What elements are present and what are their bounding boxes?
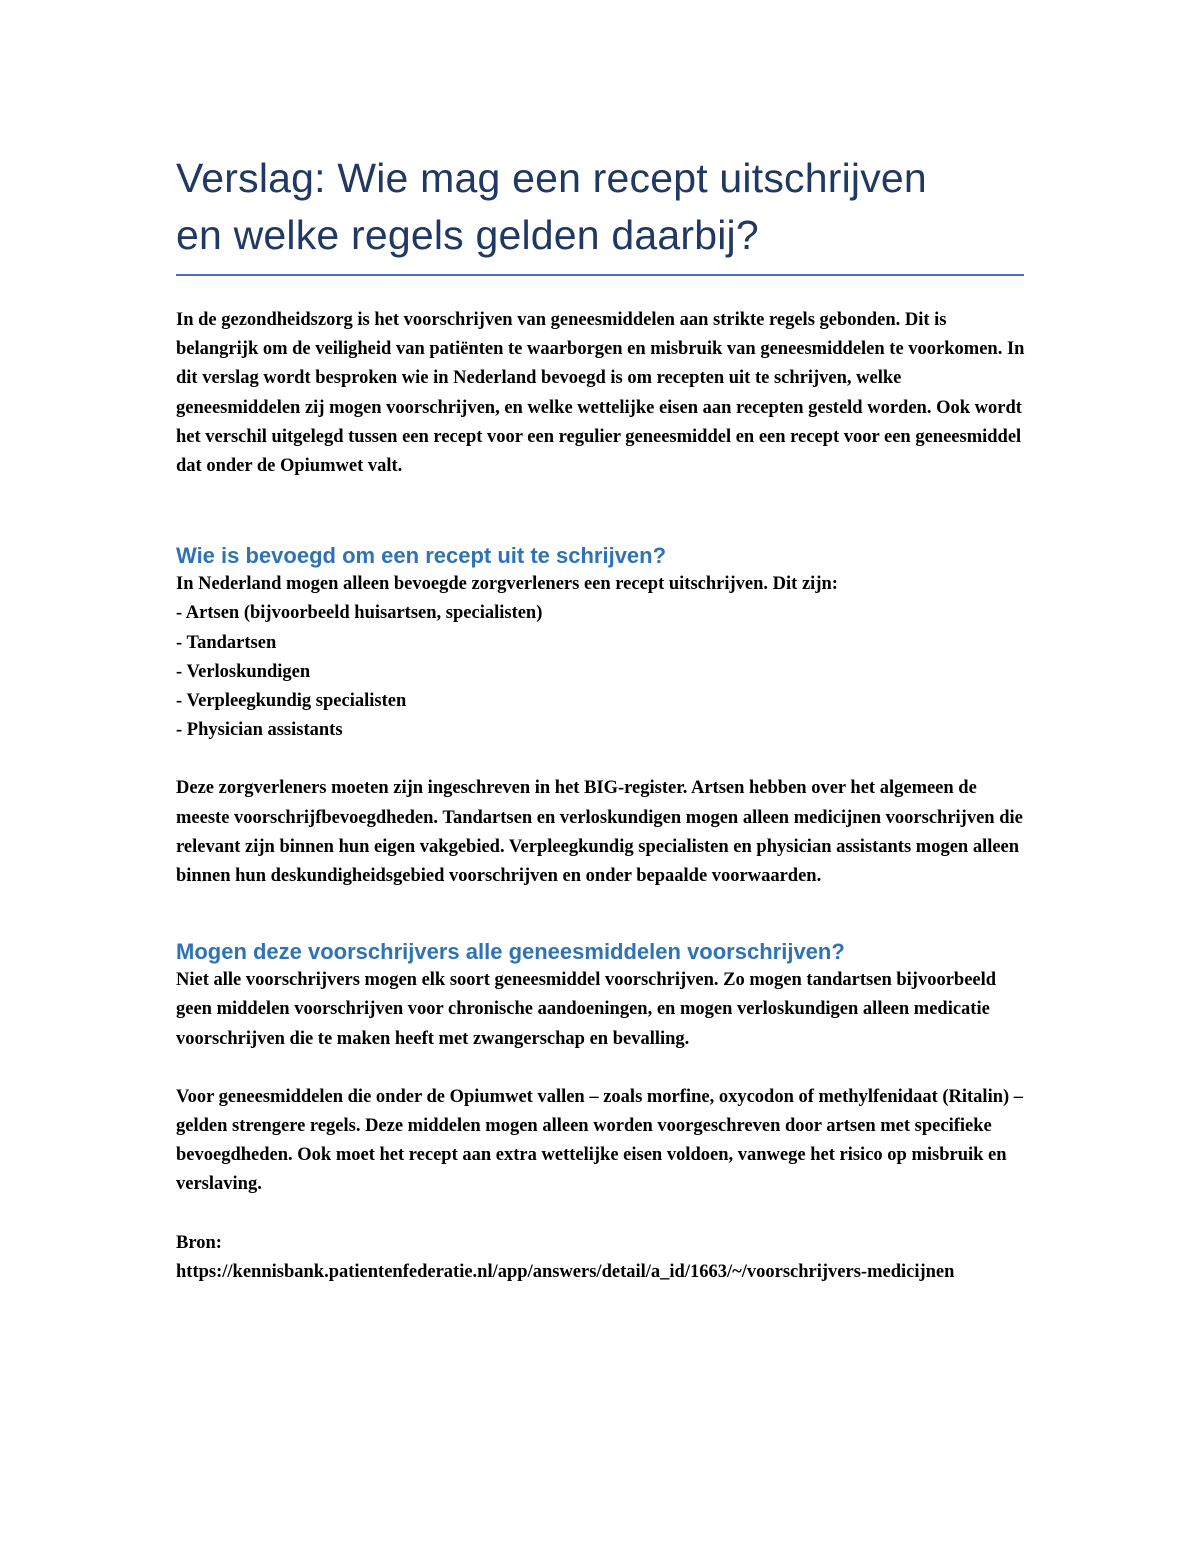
document-title: [176, 150, 1026, 264]
prescriber-list: [176, 599, 1026, 745]
document-page: [176, 150, 1026, 1287]
section1-heading: Wie is bevoegd om een recept uit te schrijven?: [176, 543, 667, 569]
section1-lead: In Nederland mogen alleen bevoegde zorgverleners een recept uitschrijven. Dit zijn:: [176, 574, 838, 595]
title-line-2: en welke regels gelden daarbij?: [176, 212, 759, 258]
title-underline: [176, 274, 1024, 276]
section2-paragraph-2: Voor geneesmiddelen die onder de Opiumwet vallen – zoals morfine, oxycodon of methylfenidaat (Ritalin) – gelden strengere regels. Deze middelen mogen alleen worden voorgeschreven door artsen met specifieke bevoegdheden. Ook moet het recept aan extra wettelijke eisen voldoen, vanwege het risico op misbruik en verslaving.: [176, 1086, 1024, 1195]
section2-paragraph-1: Niet alle voorschrijvers mogen elk soort geneesmiddel voorschrijven. Zo mogen tandartsen bijvoorbeeld geen middelen voorschrijven voor chronische aandoeningen, en mogen verloskundigen alleen medicatie voorschrijven die te maken heeft met zwangerschap en bevalling.: [176, 970, 997, 1049]
intro-paragraph: In de gezondheidszorg is het voorschrijven van geneesmiddelen aan strikte regels gebonden. Dit is belangrijk om de veiligheid van patiënten te waarborgen en misbruik van geneesmiddelen te voorkomen. In dit verslag wordt besproken wie in Nederland bevoegd is om recepten uit te schrijven, welke geneesmiddelen zij mogen voorschrijven, en welke wettelijke eisen aan recepten gesteld worden. Ook wordt het verschil uitgelegd tussen een recept voor een regulier geneesmiddel en een recept voor een geneesmiddel dat onder de Opiumwet valt.: [176, 310, 1025, 477]
list-item: - Verpleegkundig specialisten: [176, 691, 407, 712]
list-item: - Artsen (bijvoorbeeld huisartsen, specialisten): [176, 603, 543, 624]
list-item: - Verloskundigen: [176, 661, 311, 682]
source-link[interactable]: https://kennisbank.patientenfederatie.nl/app/answers/detail/a_id/1663/~/voorschrijvers-medicijnen: [176, 1261, 955, 1282]
section2-heading: Mogen deze voorschrijvers alle geneesmiddelen voorschrijven?: [176, 939, 845, 965]
section1-paragraph: Deze zorgverleners moeten zijn ingeschreven in het BIG-register. Artsen hebben over het algemeen de meeste voorschrijfbevoegdheden. Tandartsen en verloskundigen mogen alleen medicijnen voorschrijven die relevant zijn binnen hun eigen vakgebied. Verpleegkundig specialisten en physician assistants mogen alleen binnen hun deskundigheidsgebied voorschrijven en onder bepaalde voorwaarden.: [176, 778, 1023, 887]
list-item: - Tandartsen: [176, 632, 277, 653]
title-line-1: Verslag: Wie mag een recept uitschrijven: [176, 155, 927, 201]
source-label: Bron:: [176, 1232, 222, 1253]
list-item: - Physician assistants: [176, 720, 343, 741]
